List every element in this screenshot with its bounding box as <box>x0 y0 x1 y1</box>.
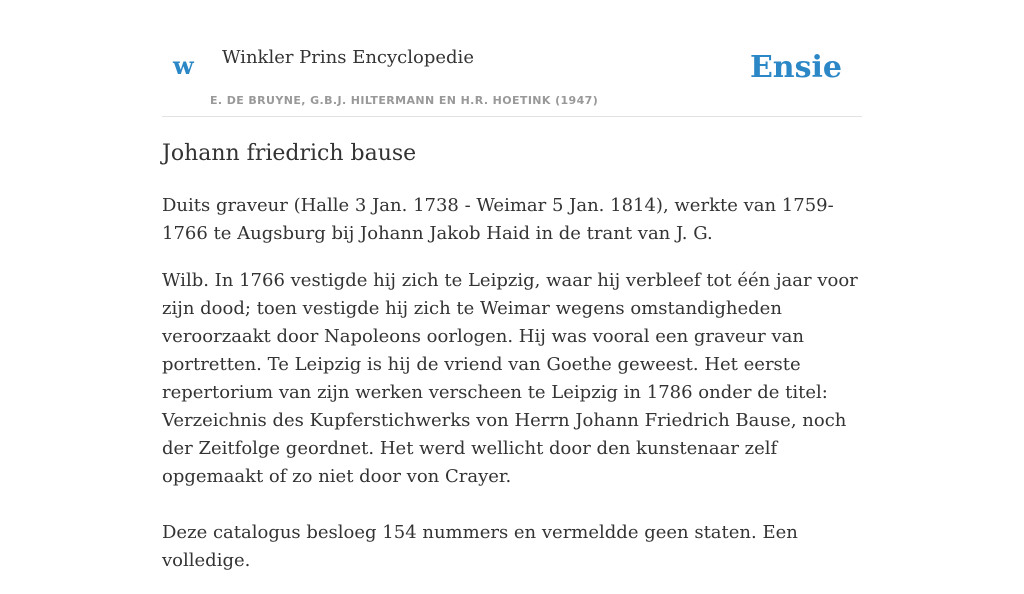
site-header <box>162 40 862 117</box>
article-paragraph: Deze catalogus besloeg 154 nummers en vermeldde geen staten. Een volledige. <box>162 522 798 571</box>
encyclopedia-logo-icon[interactable]: w <box>173 51 194 80</box>
article-title: Johann friedrich bause <box>162 141 417 166</box>
article-paragraph: Duits graveur (Halle 3 Jan. 1738 - Weimar 5 Jan. 1814), werkte van 1759-1766 te Augsburg bij Johann Jakob Haid in de trant van J. G. <box>162 195 834 244</box>
encyclopedia-authors: E. DE BRUYNE, G.B.J. HILTERMANN EN H.R. HOETINK (1947) <box>210 94 599 107</box>
encyclopedia-title-link[interactable]: Winkler Prins Encyclopedie <box>222 47 474 68</box>
article-body <box>162 192 862 594</box>
article-paragraph: Wilb. In 1766 vestigde hij zich te Leipzig, waar hij verbleef tot één jaar voor zijn dood; toen vestigde hij zich te Weimar wegens omstandigheden veroorzaakt door Napoleons oorlogen. Hij was vooral een graveur van portretten. Te Leipzig is hij de vriend van Goethe geweest. Het eerste repertorium van zijn werken verscheen te Leipzig in 1786 onder de titel: Verzeichnis des Kupferstichwerks von Herrn Johann Friedrich Bause, noch der Zeitfolge geordnet. Het werd wellicht door den kunstenaar zelf opgemaakt of zo niet door von Crayer. <box>162 270 858 487</box>
ensie-brand-logo[interactable]: Ensie <box>749 50 842 85</box>
